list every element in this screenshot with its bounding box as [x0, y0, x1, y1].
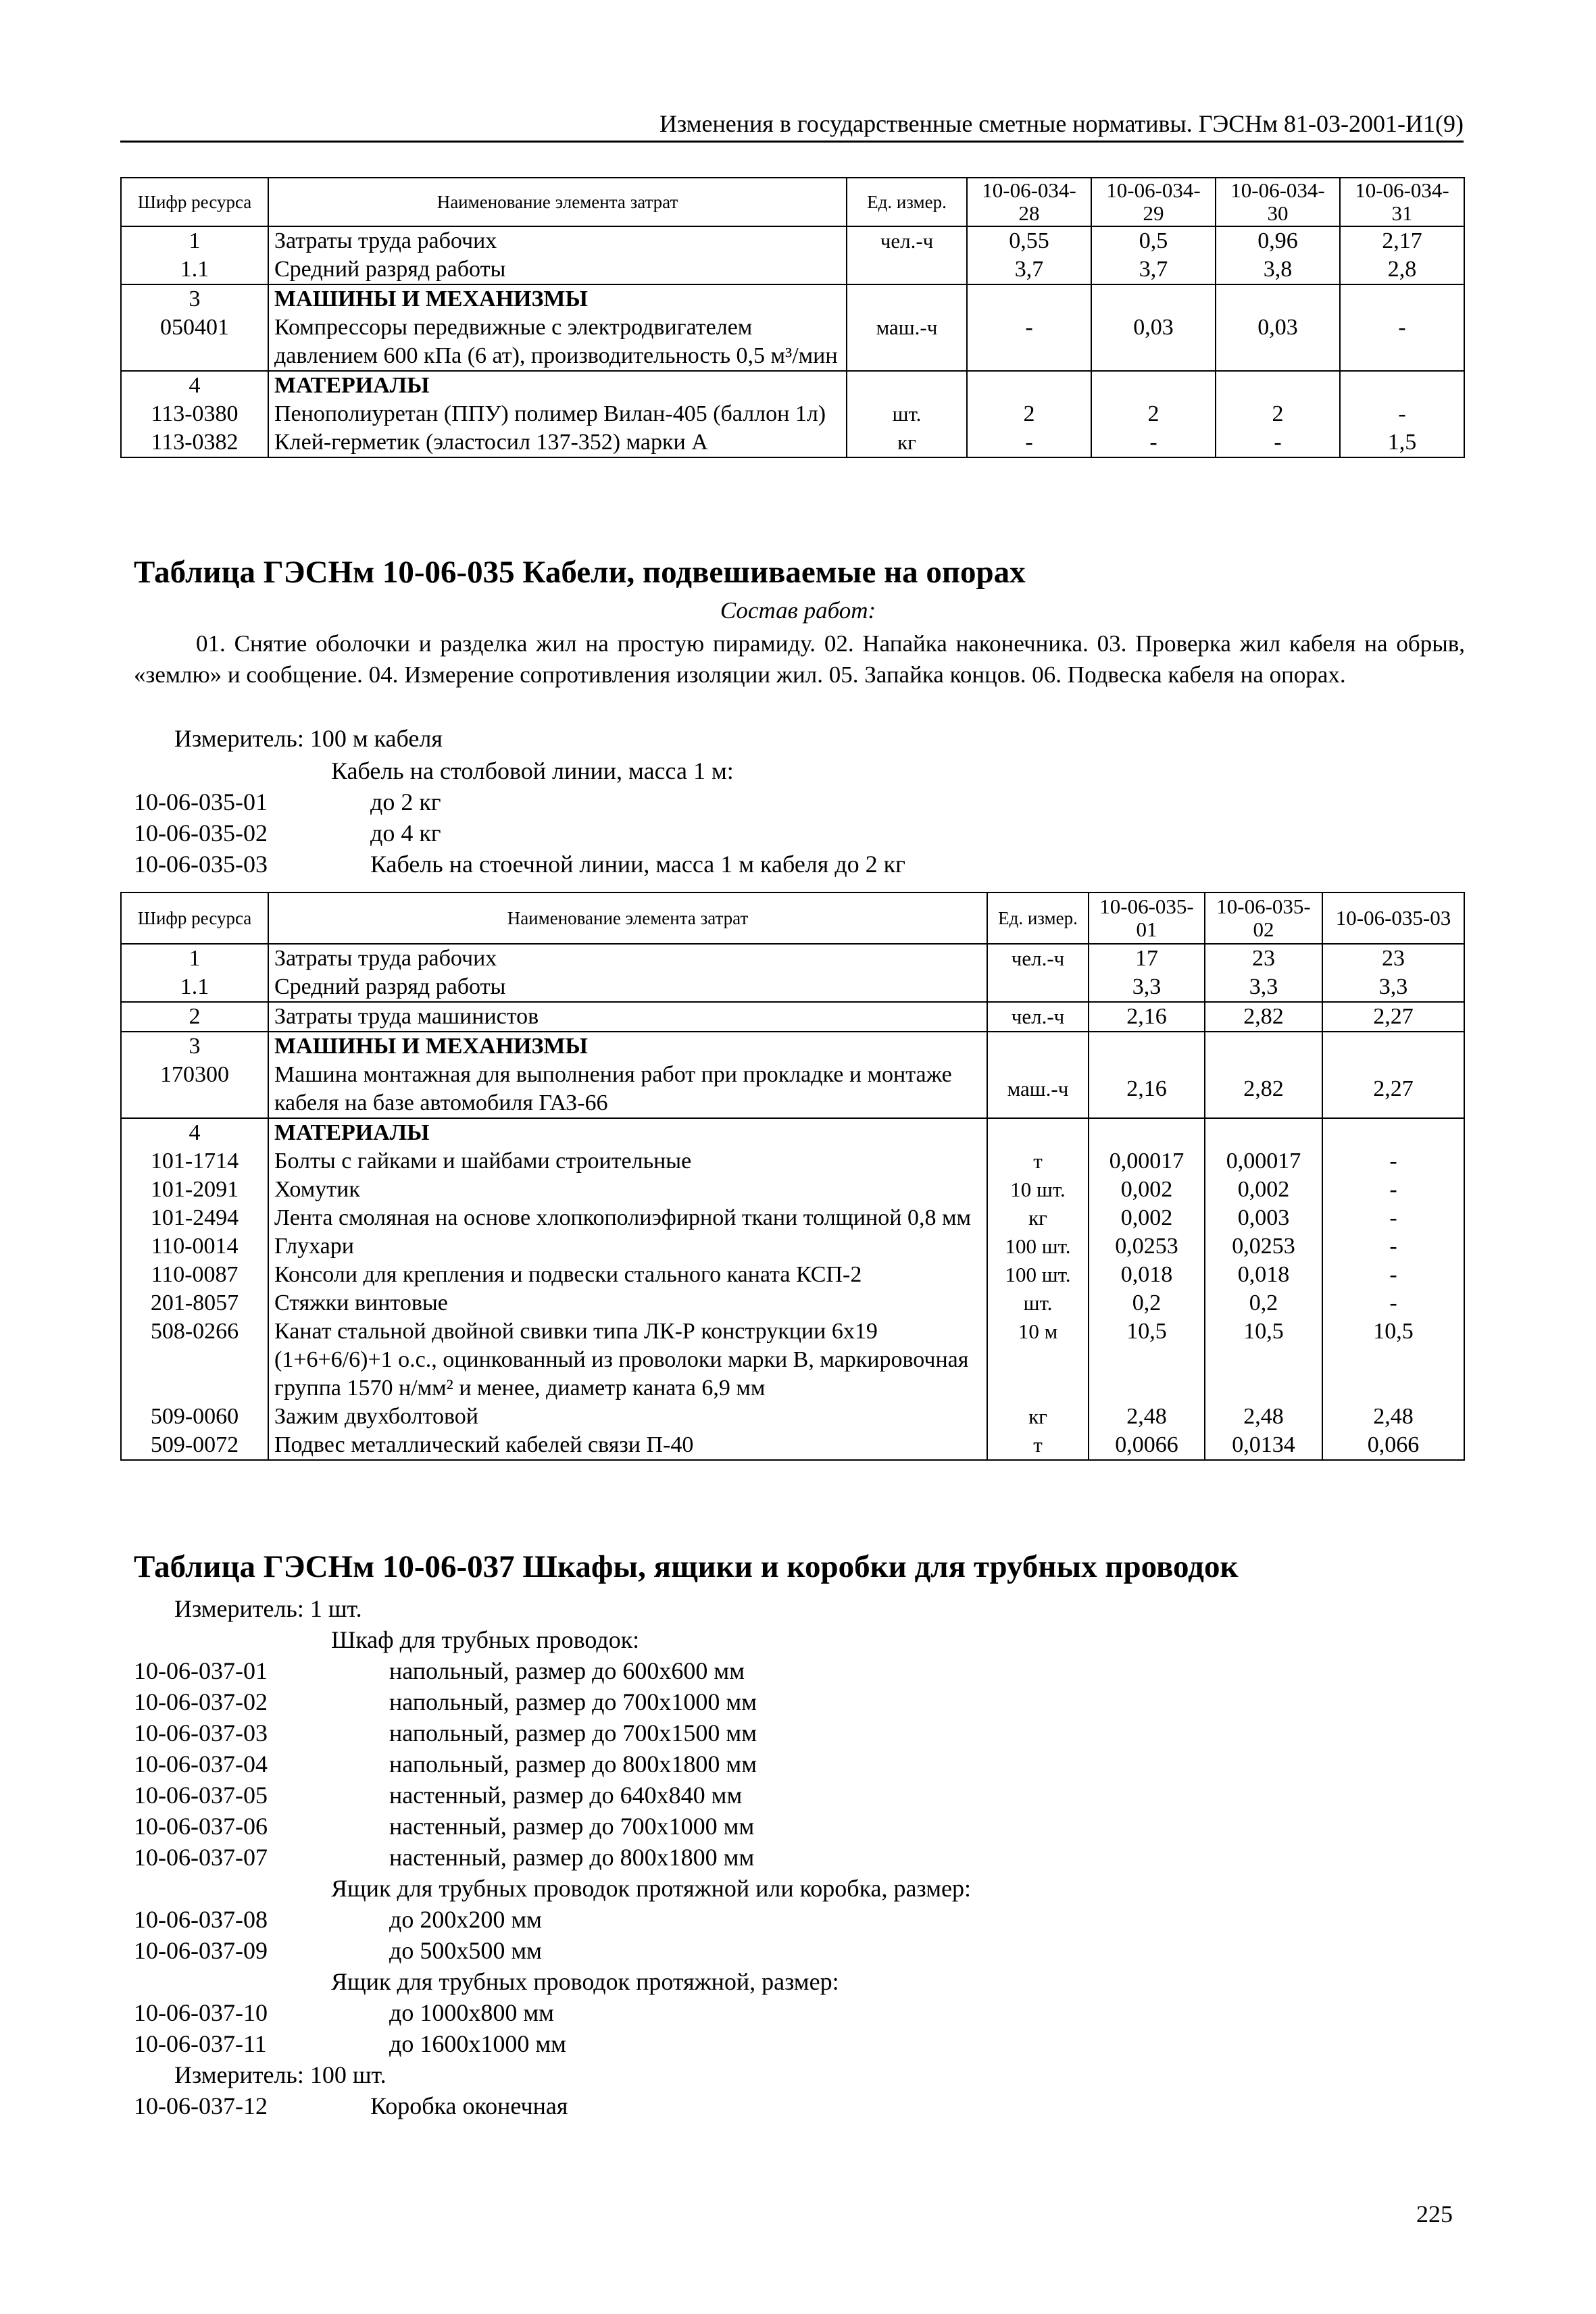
group-label: Ящик для трубных проводок протяжной, размер: [331, 1968, 839, 1995]
table-row: 509-0072 Подвес металлический кабелей связи П-40 т 0,0066 0,0134 0,066 [121, 1431, 1464, 1460]
table-row: 509-0060 Зажим двухболтовой кг 2,48 2,48 2,48 [121, 1403, 1464, 1431]
table-row: 1.1 Средний разряд работы 3,3 3,3 3,3 [121, 973, 1464, 1002]
norm-description: до 1600х1000 мм [389, 2030, 566, 2057]
group-label: Кабель на столбовой линии, масса 1 м: [331, 757, 734, 784]
norm-description: до 1000х800 мм [389, 1999, 554, 2026]
norm-code: 10-06-037-03 [134, 1719, 268, 1746]
norm-code: 10-06-035-02 [134, 820, 268, 847]
col-header-norm: 10-06-034-28 [967, 178, 1091, 226]
section-row: 4 МАТЕРИАЛЫ [121, 1118, 1464, 1147]
col-header-unit: Ед. измер. [847, 178, 967, 226]
col-header-name: Наименование элемента затрат [268, 178, 847, 226]
table-title-037: Таблица ГЭСНм 10-06-037 Шкафы, ящики и коробки для трубных проводок [134, 1549, 1239, 1584]
table-row: 110-0087 Консоли для крепления и подвески стального каната КСП-2 100 шт. 0,018 0,018 - [121, 1261, 1464, 1289]
table-row: 113-0382 Клей-герметик (эластосил 137-352) марки А кг - - - 1,5 [121, 428, 1464, 457]
table-row: 101-2091 Хомутик 10 шт. 0,002 0,002 - [121, 1176, 1464, 1204]
table-header-row [121, 178, 1464, 226]
table-row: 110-0014 Глухари 100 шт. 0,0253 0,0253 - [121, 1232, 1464, 1261]
norm-description: настенный, размер до 800х1800 мм [389, 1844, 755, 1871]
norm-code: 10-06-037-10 [134, 1999, 268, 2026]
col-header-norm: 10-06-035-02 [1205, 892, 1322, 944]
norm-code: 10-06-037-01 [134, 1657, 268, 1684]
table-row: 101-1714 Болты с гайками и шайбами строительные т 0,00017 0,00017 - [121, 1147, 1464, 1176]
norm-code: 10-06-037-05 [134, 1782, 268, 1809]
norm-description: до 500х500 мм [389, 1937, 542, 1964]
norm-description: напольный, размер до 800х1800 мм [389, 1751, 757, 1778]
col-header-norm: 10-06-034-31 [1340, 178, 1464, 226]
norm-code: 10-06-037-04 [134, 1751, 268, 1778]
table-row: 1.1 Средний разряд работы 3,7 3,7 3,8 2,8 [121, 255, 1464, 284]
norm-code: 10-06-037-06 [134, 1813, 268, 1840]
norm-code: 10-06-035-01 [134, 788, 268, 815]
table-row: 101-2494 Лента смоляная на основе хлопкополиэфирной ткани толщиной 0,8 мм кг 0,002 0,003 - [121, 1204, 1464, 1232]
table-row: 201-8057 Стяжки винтовые шт. 0,2 0,2 - [121, 1289, 1464, 1317]
table-row: 1 Затраты труда рабочих чел.-ч 0,55 0,5 0,96 2,17 [121, 226, 1464, 255]
norm-code: 10-06-037-08 [134, 1906, 268, 1933]
section-row: 3 МАШИНЫ И МЕХАНИЗМЫ [121, 284, 1464, 313]
meter-label: Измеритель: 100 шт. [174, 2061, 386, 2088]
col-header-norm: 10-06-035-03 [1322, 892, 1464, 944]
norm-code: 10-06-037-11 [134, 2030, 267, 2057]
group-label: Ящик для трубных проводок протяжной или коробка, размер: [331, 1875, 971, 1902]
norm-code: 10-06-037-09 [134, 1937, 268, 1964]
norm-description: до 200х200 мм [389, 1906, 542, 1933]
norm-description: настенный, размер до 700х1000 мм [389, 1813, 755, 1840]
running-header: Изменения в государственные сметные нормативы. ГЭСНм 81-03-2001-И1(9) [120, 108, 1464, 143]
norm-description: Коробка оконечная [370, 2092, 568, 2119]
norm-description: Кабель на стоечной линии, масса 1 м кабеля до 2 кг [370, 851, 905, 878]
norm-code: 10-06-035-03 [134, 851, 268, 878]
col-header-code: Шифр ресурса [121, 178, 268, 226]
col-header-norm: 10-06-034-30 [1216, 178, 1340, 226]
table-row: 050401 Компрессоры передвижные с электродвигателем давлением 600 кПа (6 ат), производительность 0,5 м³/мин маш.-ч - 0,03 0,03 - [121, 313, 1464, 371]
norm-description: напольный, размер до 700х1000 мм [389, 1688, 757, 1715]
table-row: 1 Затраты труда рабочих чел.-ч 17 23 23 [121, 944, 1464, 973]
norm-description: напольный, размер до 600х600 мм [389, 1657, 745, 1684]
table-row: 170300 Машина монтажная для выполнения работ при прокладке и монтаже кабеля на базе автомобиля ГАЗ-66 маш.-ч 2,16 2,82 2,27 [121, 1061, 1464, 1118]
resource-table-034 [120, 177, 1465, 458]
norm-code: 10-06-037-02 [134, 1688, 268, 1715]
table-title-035: Таблица ГЭСНм 10-06-035 Кабели, подвешиваемые на опорах [134, 555, 1026, 590]
col-header-unit: Ед. измер. [987, 892, 1089, 944]
norm-code: 10-06-037-12 [134, 2092, 268, 2119]
group-label: Шкаф для трубных проводок: [331, 1626, 640, 1653]
col-header-norm: 10-06-035-01 [1089, 892, 1205, 944]
norm-description: настенный, размер до 640х840 мм [389, 1782, 743, 1809]
norm-code: 10-06-037-07 [134, 1844, 268, 1871]
section-row: 4 МАТЕРИАЛЫ [121, 371, 1464, 400]
meter-label: Измеритель: 1 шт. [174, 1595, 362, 1622]
col-header-code: Шифр ресурса [121, 892, 268, 944]
norm-description: напольный, размер до 700х1500 мм [389, 1719, 757, 1746]
page-number: 225 [1416, 2200, 1453, 2228]
col-header-name: Наименование элемента затрат [268, 892, 987, 944]
table-row: 508-0266 Канат стальной двойной свивки типа ЛК-Р конструкции 6х19 (1+6+6/6)+1 о.с., оцинкованный из проволоки марки В, маркировочная группа 1570 н/мм² и менее, диаметр каната 6,9 мм 10 м 10,5 10,5 10,5 [121, 1317, 1464, 1403]
meter-label: Измеритель: 100 м кабеля [174, 725, 443, 752]
works-description: 01. Снятие оболочки и разделка жил на простую пирамиду. 02. Напайка наконечника. 03. Проверка жил кабеля на обрыв, «землю» и сообщение. 04. Измерение сопротивления изоляции жил. 05. Запайка концов. 06. Подвеска кабеля на опорах. [134, 630, 1465, 688]
section-row: 3 МАШИНЫ И МЕХАНИЗМЫ [121, 1032, 1464, 1061]
resource-table-035 [120, 892, 1465, 1461]
works-label: Состав работ: [720, 597, 876, 624]
table-row: 113-0380 Пенополиуретан (ППУ) полимер Вилан-405 (баллон 1л) шт. 2 2 2 - [121, 400, 1464, 428]
col-header-norm: 10-06-034-29 [1091, 178, 1216, 226]
table-header-row [121, 892, 1464, 944]
norm-description: до 4 кг [370, 820, 441, 847]
table-row: 2 Затраты труда машинистов чел.-ч 2,16 2,82 2,27 [121, 1002, 1464, 1032]
norm-description: до 2 кг [370, 788, 441, 815]
